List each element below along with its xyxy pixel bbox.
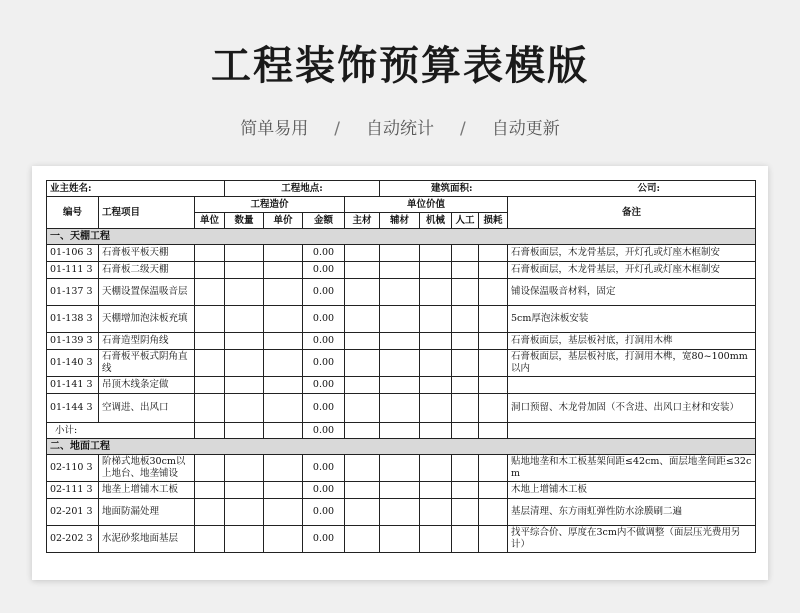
table-row	[47, 245, 756, 262]
tag-auto-update: 自动更新	[491, 119, 560, 139]
empty-cell	[345, 350, 380, 377]
item-cell: 阶梯式地板30cm以上地台、地垄铺设	[99, 455, 195, 482]
empty-cell	[345, 306, 380, 333]
empty-cell	[479, 423, 508, 439]
item-cell: 地面防漏处理	[99, 499, 195, 526]
empty-cell	[479, 245, 508, 262]
empty-cell	[195, 499, 225, 526]
empty-cell	[345, 377, 380, 394]
code-cell: 01-144 3	[47, 394, 99, 423]
code-cell: 01-111 3	[47, 262, 99, 279]
empty-cell	[452, 482, 479, 499]
code-cell: 02-110 3	[47, 455, 99, 482]
empty-cell	[452, 245, 479, 262]
remark-cell: 石膏板面层，木龙骨基层，开灯孔或灯座木框制安	[508, 245, 756, 262]
table-row	[47, 350, 756, 377]
empty-cell	[479, 262, 508, 279]
empty-cell	[264, 262, 303, 279]
empty-cell	[264, 333, 303, 350]
header-remark: 备注	[508, 197, 756, 229]
table-row	[47, 482, 756, 499]
header-material: 主材	[345, 213, 380, 229]
item-cell: 石膏板平板式阴角直线	[99, 350, 195, 377]
empty-cell	[452, 455, 479, 482]
subtotal-amount: 0.00	[303, 423, 345, 439]
remark-cell: 木地上增铺木工板	[508, 482, 756, 499]
empty-cell	[380, 455, 420, 482]
empty-cell	[452, 526, 479, 553]
remark-cell: 石膏板面层，基层板衬底，打洞用木榫	[508, 333, 756, 350]
subtotal-row	[47, 423, 756, 439]
empty-cell	[225, 482, 264, 499]
table-row	[47, 377, 756, 394]
empty-cell	[380, 262, 420, 279]
empty-cell	[420, 394, 452, 423]
empty-cell	[508, 423, 756, 439]
amount-cell: 0.00	[303, 245, 345, 262]
header-amount: 金额	[303, 213, 345, 229]
empty-cell	[345, 333, 380, 350]
empty-cell	[479, 394, 508, 423]
table-row	[47, 306, 756, 333]
section-header-ceiling	[47, 229, 756, 245]
empty-cell	[264, 499, 303, 526]
header-qty: 数量	[225, 213, 264, 229]
area-company-cell	[380, 181, 756, 197]
table-row	[47, 455, 756, 482]
remark-cell: 洞口预留、木龙骨加固（不含进、出风口主材和安装）	[508, 394, 756, 423]
code-cell: 01-138 3	[47, 306, 99, 333]
amount-cell: 0.00	[303, 350, 345, 377]
project-location-label: 工程地点:	[225, 181, 380, 197]
subtotal-label: 小计:	[47, 423, 195, 439]
budget-table	[46, 180, 756, 553]
empty-cell	[345, 482, 380, 499]
empty-cell	[264, 394, 303, 423]
empty-cell	[380, 279, 420, 306]
amount-cell: 0.00	[303, 499, 345, 526]
empty-cell	[420, 333, 452, 350]
remark-cell	[508, 377, 756, 394]
page-title: 工程装饰预算表模版	[211, 43, 589, 89]
empty-cell	[264, 306, 303, 333]
item-cell: 石膏板平板天棚	[99, 245, 195, 262]
header-row-1	[47, 197, 756, 213]
empty-cell	[225, 455, 264, 482]
empty-cell	[452, 262, 479, 279]
empty-cell	[380, 245, 420, 262]
empty-cell	[225, 333, 264, 350]
header-code: 编号	[47, 197, 99, 229]
tag-auto-stats: 自动统计	[366, 119, 434, 139]
empty-cell	[479, 279, 508, 306]
empty-cell	[345, 499, 380, 526]
table-row	[47, 499, 756, 526]
empty-cell	[380, 423, 420, 439]
empty-cell	[264, 279, 303, 306]
empty-cell	[225, 499, 264, 526]
empty-cell	[264, 482, 303, 499]
empty-cell	[420, 526, 452, 553]
empty-cell	[195, 262, 225, 279]
table-row	[47, 394, 756, 423]
header-unit-value-group: 单位价值	[345, 197, 508, 213]
empty-cell	[420, 262, 452, 279]
code-cell: 02-201 3	[47, 499, 99, 526]
empty-cell	[420, 279, 452, 306]
empty-cell	[380, 350, 420, 377]
empty-cell	[420, 245, 452, 262]
section-title: 一、天棚工程	[47, 229, 756, 245]
amount-cell: 0.00	[303, 394, 345, 423]
remark-cell: 石膏板面层，木龙骨基层，开灯孔或灯座木框制安	[508, 262, 756, 279]
remark-cell: 基层清理、东方雨虹弹性防水涂膜刷二遍	[508, 499, 756, 526]
amount-cell: 0.00	[303, 526, 345, 553]
company-label: 公司:	[637, 182, 661, 194]
empty-cell	[264, 350, 303, 377]
empty-cell	[195, 394, 225, 423]
empty-cell	[479, 499, 508, 526]
header-loss: 损耗	[479, 213, 508, 229]
empty-cell	[195, 350, 225, 377]
table-row	[47, 262, 756, 279]
empty-cell	[225, 262, 264, 279]
empty-cell	[345, 245, 380, 262]
tag-easy: 简单易用	[240, 119, 309, 139]
empty-cell	[345, 262, 380, 279]
empty-cell	[264, 455, 303, 482]
tag-separator: /	[334, 119, 340, 139]
table-row	[47, 526, 756, 553]
empty-cell	[225, 423, 264, 439]
empty-cell	[452, 394, 479, 423]
empty-cell	[452, 350, 479, 377]
remark-cell: 贴地地垄和木工板基架间距≤42cm、面层地垄间距≤32cm	[508, 455, 756, 482]
empty-cell	[195, 482, 225, 499]
empty-cell	[479, 333, 508, 350]
empty-cell	[420, 482, 452, 499]
empty-cell	[264, 423, 303, 439]
empty-cell	[420, 455, 452, 482]
empty-cell	[195, 245, 225, 262]
empty-cell	[479, 306, 508, 333]
empty-cell	[452, 306, 479, 333]
remark-cell: 5cm厚泡沫板安装	[508, 306, 756, 333]
amount-cell: 0.00	[303, 306, 345, 333]
empty-cell	[380, 306, 420, 333]
item-cell: 水泥砂浆地面基层	[99, 526, 195, 553]
amount-cell: 0.00	[303, 377, 345, 394]
empty-cell	[380, 394, 420, 423]
header-machine: 机械	[420, 213, 452, 229]
empty-cell	[420, 423, 452, 439]
header-aux: 辅材	[380, 213, 420, 229]
empty-cell	[345, 394, 380, 423]
empty-cell	[264, 377, 303, 394]
section-title: 二、地面工程	[47, 439, 756, 455]
empty-cell	[380, 482, 420, 499]
amount-cell: 0.00	[303, 333, 345, 350]
code-cell: 01-140 3	[47, 350, 99, 377]
table-row	[47, 333, 756, 350]
empty-cell	[195, 377, 225, 394]
info-row	[47, 181, 756, 197]
empty-cell	[380, 499, 420, 526]
empty-cell	[195, 306, 225, 333]
empty-cell	[195, 279, 225, 306]
empty-cell	[225, 394, 264, 423]
empty-cell	[225, 306, 264, 333]
empty-cell	[195, 526, 225, 553]
empty-cell	[225, 350, 264, 377]
feature-tagline	[0, 114, 800, 139]
empty-cell	[479, 526, 508, 553]
empty-cell	[479, 377, 508, 394]
budget-sheet	[32, 166, 768, 580]
empty-cell	[420, 306, 452, 333]
tag-separator: /	[460, 119, 466, 139]
code-cell: 01-106 3	[47, 245, 99, 262]
empty-cell	[195, 423, 225, 439]
header-unit: 单位	[195, 213, 225, 229]
empty-cell	[479, 482, 508, 499]
empty-cell	[345, 455, 380, 482]
empty-cell	[195, 333, 225, 350]
code-cell: 01-137 3	[47, 279, 99, 306]
empty-cell	[345, 423, 380, 439]
code-cell: 01-141 3	[47, 377, 99, 394]
amount-cell: 0.00	[303, 455, 345, 482]
code-cell: 01-139 3	[47, 333, 99, 350]
header-cost-group: 工程造价	[195, 197, 345, 213]
remark-cell: 找平综合价、厚度在3cm内不做调整（面层压光费用另计）	[508, 526, 756, 553]
empty-cell	[452, 423, 479, 439]
empty-cell	[380, 377, 420, 394]
item-cell: 石膏板二级天棚	[99, 262, 195, 279]
empty-cell	[452, 499, 479, 526]
empty-cell	[225, 377, 264, 394]
empty-cell	[264, 245, 303, 262]
header-labor: 人工	[452, 213, 479, 229]
empty-cell	[195, 455, 225, 482]
owner-name-label: 业主姓名:	[47, 181, 225, 197]
empty-cell	[452, 333, 479, 350]
empty-cell	[225, 245, 264, 262]
item-cell: 天棚设置保温吸音层	[99, 279, 195, 306]
item-cell: 空调进、出风口	[99, 394, 195, 423]
table-row	[47, 279, 756, 306]
code-cell: 02-111 3	[47, 482, 99, 499]
remark-cell: 石膏板面层，基层板衬底，打洞用木榫，宽80~100mm以内	[508, 350, 756, 377]
empty-cell	[420, 499, 452, 526]
code-cell: 02-202 3	[47, 526, 99, 553]
header-item: 工程项目	[99, 197, 195, 229]
empty-cell	[479, 455, 508, 482]
empty-cell	[452, 279, 479, 306]
empty-cell	[420, 350, 452, 377]
empty-cell	[452, 377, 479, 394]
empty-cell	[380, 526, 420, 553]
empty-cell	[380, 333, 420, 350]
building-area-label: 建筑面积:	[431, 182, 473, 194]
amount-cell: 0.00	[303, 262, 345, 279]
empty-cell	[225, 279, 264, 306]
item-cell: 吊顶木线条定做	[99, 377, 195, 394]
empty-cell	[345, 279, 380, 306]
item-cell: 石膏造型阴角线	[99, 333, 195, 350]
header-price: 单价	[264, 213, 303, 229]
amount-cell: 0.00	[303, 482, 345, 499]
empty-cell	[420, 377, 452, 394]
empty-cell	[225, 526, 264, 553]
amount-cell: 0.00	[303, 279, 345, 306]
item-cell: 天棚增加泡沫板充填	[99, 306, 195, 333]
empty-cell	[479, 350, 508, 377]
empty-cell	[264, 526, 303, 553]
section-header-floor	[47, 439, 756, 455]
remark-cell: 铺设保温吸音材料，固定	[508, 279, 756, 306]
empty-cell	[345, 526, 380, 553]
item-cell: 地垄上增铺木工板	[99, 482, 195, 499]
